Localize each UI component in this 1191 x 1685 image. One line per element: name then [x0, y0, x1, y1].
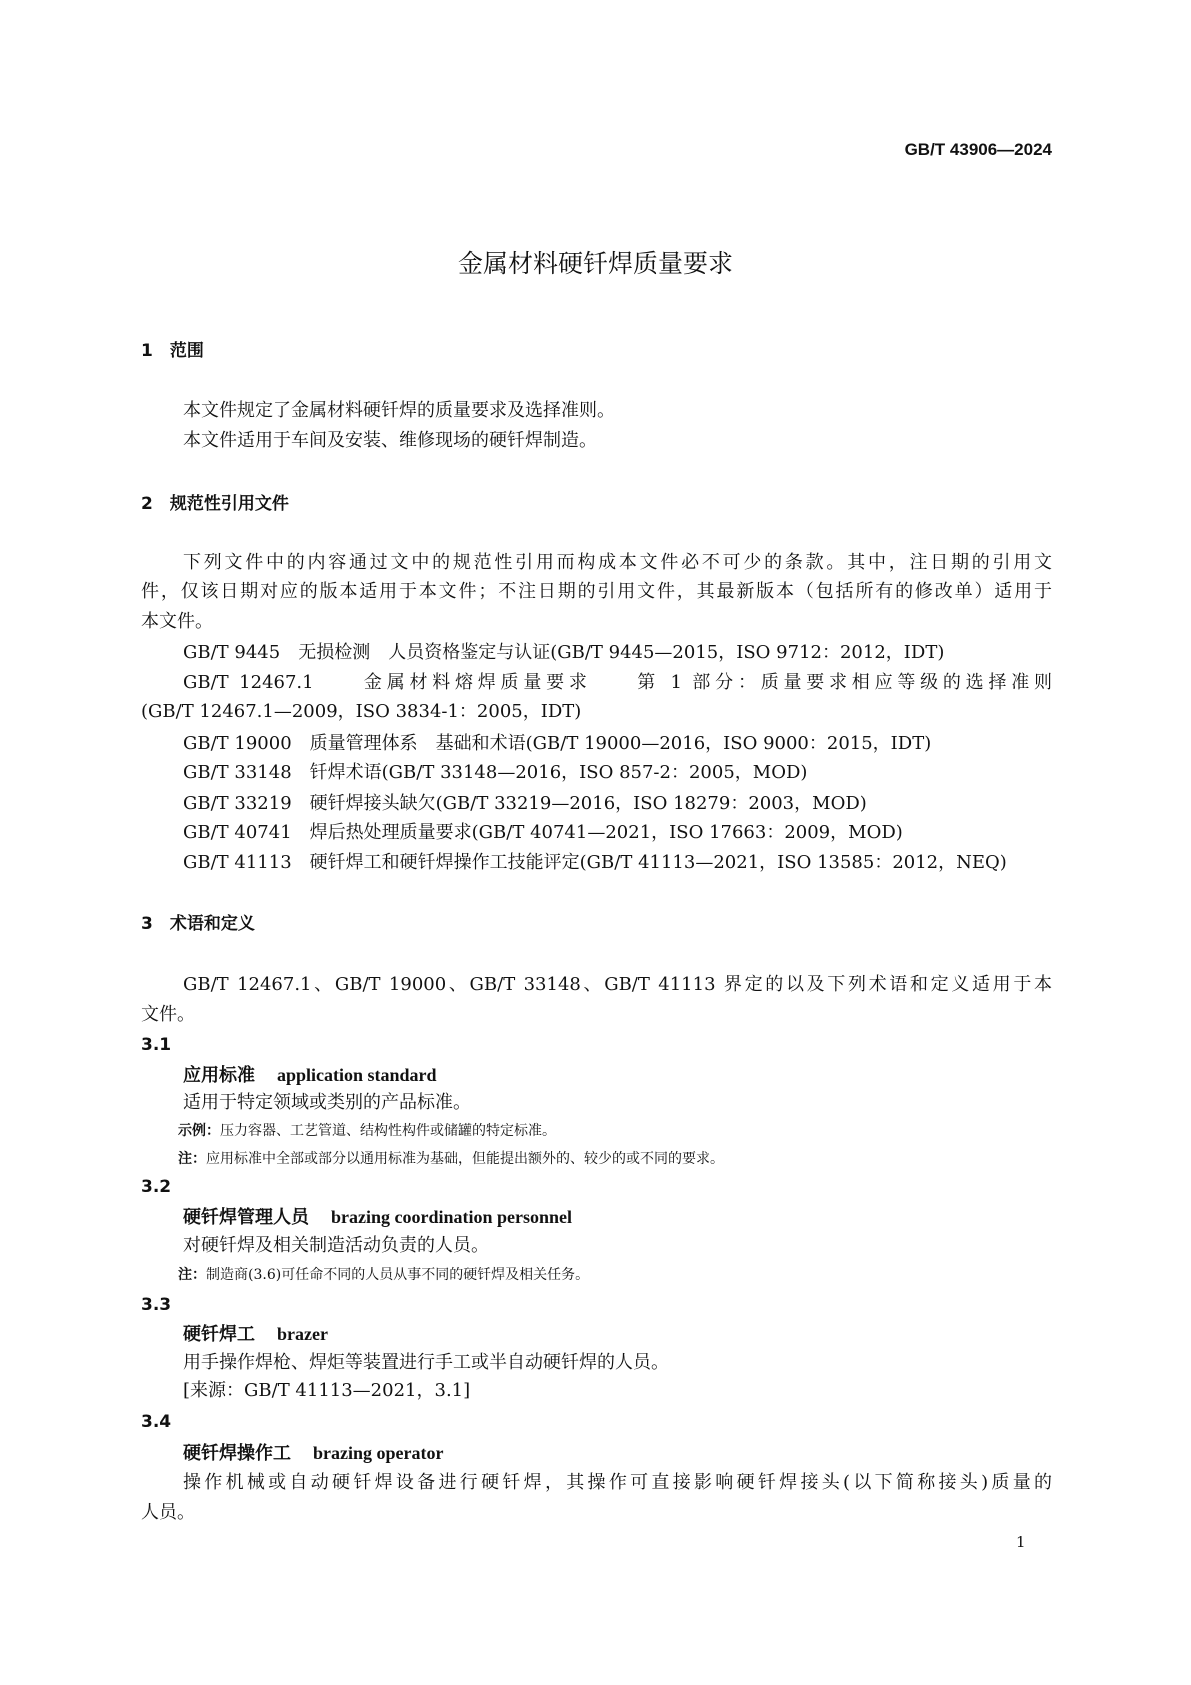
paragraph: GB/T 12467.1、GB/T 19000、GB/T 33148、GB/T 41113 界定的以及下列术语和定义适用于本	[183, 974, 1052, 995]
term-number: 3.1	[141, 1035, 172, 1055]
reference-item: GB/T 9445 无损检测 人员资格鉴定与认证(GB/T 9445—2015，ISO 9712：2012，IDT)	[183, 642, 945, 663]
term-definition: 对硬钎焊及相关制造活动负责的人员。	[183, 1235, 489, 1256]
term-number: 3.3	[141, 1295, 172, 1315]
term-en: brazing operator	[313, 1443, 444, 1463]
term-zh: 硬钎焊工	[183, 1324, 255, 1345]
page-number: 1	[1016, 1533, 1026, 1551]
term-number: 3.4	[141, 1412, 172, 1432]
example-label: 示例：	[178, 1123, 220, 1139]
term-en: brazing coordination personnel	[331, 1207, 573, 1227]
term-title	[183, 1441, 1052, 1466]
example-text: 压力容器、工艺管道、结构性构件或储罐的特定标准。	[220, 1123, 556, 1139]
reference-item: GB/T 40741 焊后热处理质量要求(GB/T 40741—2021，ISO 17663：2009，MOD)	[183, 822, 903, 843]
term-source: [来源：GB/T 41113—2021，3.1]	[183, 1380, 471, 1401]
paragraph: 本文件适用于车间及安装、维修现场的硬钎焊制造。	[183, 430, 597, 451]
term-definition: 操作机械或自动硬钎焊设备进行硬钎焊，其操作可直接影响硬钎焊接头(以下简称接头)质量的	[183, 1472, 1052, 1493]
term-title	[183, 1063, 1052, 1088]
term-note	[178, 1147, 1047, 1171]
section-heading-terms: 3 术语和定义	[141, 914, 255, 934]
term-en: brazer	[277, 1324, 328, 1344]
document-title: 金属材料硬钎焊质量要求	[457, 249, 733, 278]
section-heading-normative-references: 2 规范性引用文件	[141, 494, 289, 514]
paragraph: 文件。	[141, 1004, 195, 1025]
reference-item-continuation: (GB/T 12467.1—2009，ISO 3834-1：2005，IDT)	[141, 701, 582, 722]
term-zh: 硬钎焊操作工	[183, 1443, 291, 1464]
term-title	[183, 1322, 1052, 1347]
reference-item: GB/T 33148 钎焊术语(GB/T 33148—2016，ISO 857-2：2005，MOD)	[183, 762, 808, 783]
section-heading-scope: 1 范围	[141, 341, 204, 361]
paragraph: 本文件规定了金属材料硬钎焊的质量要求及选择准则。	[183, 400, 615, 421]
paragraph: 本文件。	[141, 611, 213, 632]
term-note	[178, 1263, 1047, 1287]
paragraph: 下列文件中的内容通过文中的规范性引用而构成本文件必不可少的条款。其中，注日期的引用文	[183, 552, 1052, 573]
reference-item: GB/T 12467.1 金属材料熔焊质量要求 第 1 部分：质量要求相应等级的选择准则	[183, 672, 1052, 693]
term-definition: 适用于特定领域或类别的产品标准。	[183, 1092, 471, 1113]
term-title	[183, 1205, 1052, 1230]
document-number: GB/T 43906—2024	[904, 140, 1052, 159]
note-text: 制造商(3.6)可任命不同的人员从事不同的硬钎焊及相关任务。	[206, 1267, 590, 1283]
paragraph: 件，仅该日期对应的版本适用于本文件；不注日期的引用文件，其最新版本（包括所有的修改单）适用于	[141, 581, 1052, 602]
term-zh: 应用标准	[183, 1065, 255, 1086]
reference-item: GB/T 33219 硬钎焊接头缺欠(GB/T 33219—2016，ISO 18279：2003，MOD)	[183, 793, 867, 814]
note-label: 注：	[178, 1151, 206, 1167]
term-number: 3.2	[141, 1177, 172, 1197]
reference-item: GB/T 19000 质量管理体系 基础和术语(GB/T 19000—2016，ISO 9000：2015，IDT)	[183, 733, 932, 754]
reference-item: GB/T 41113 硬钎焊工和硬钎焊操作工技能评定(GB/T 41113—2021，ISO 13585：2012，NEQ)	[183, 852, 1007, 873]
term-example	[178, 1119, 1047, 1143]
term-zh: 硬钎焊管理人员	[183, 1207, 309, 1228]
term-definition: 用手操作焊枪、焊炬等装置进行手工或半自动硬钎焊的人员。	[183, 1352, 669, 1373]
note-text: 应用标准中全部或部分以通用标准为基础，但能提出额外的、较少的或不同的要求。	[206, 1151, 724, 1167]
term-en: application standard	[277, 1065, 437, 1085]
note-label: 注：	[178, 1267, 206, 1283]
term-definition-continuation: 人员。	[141, 1502, 195, 1523]
